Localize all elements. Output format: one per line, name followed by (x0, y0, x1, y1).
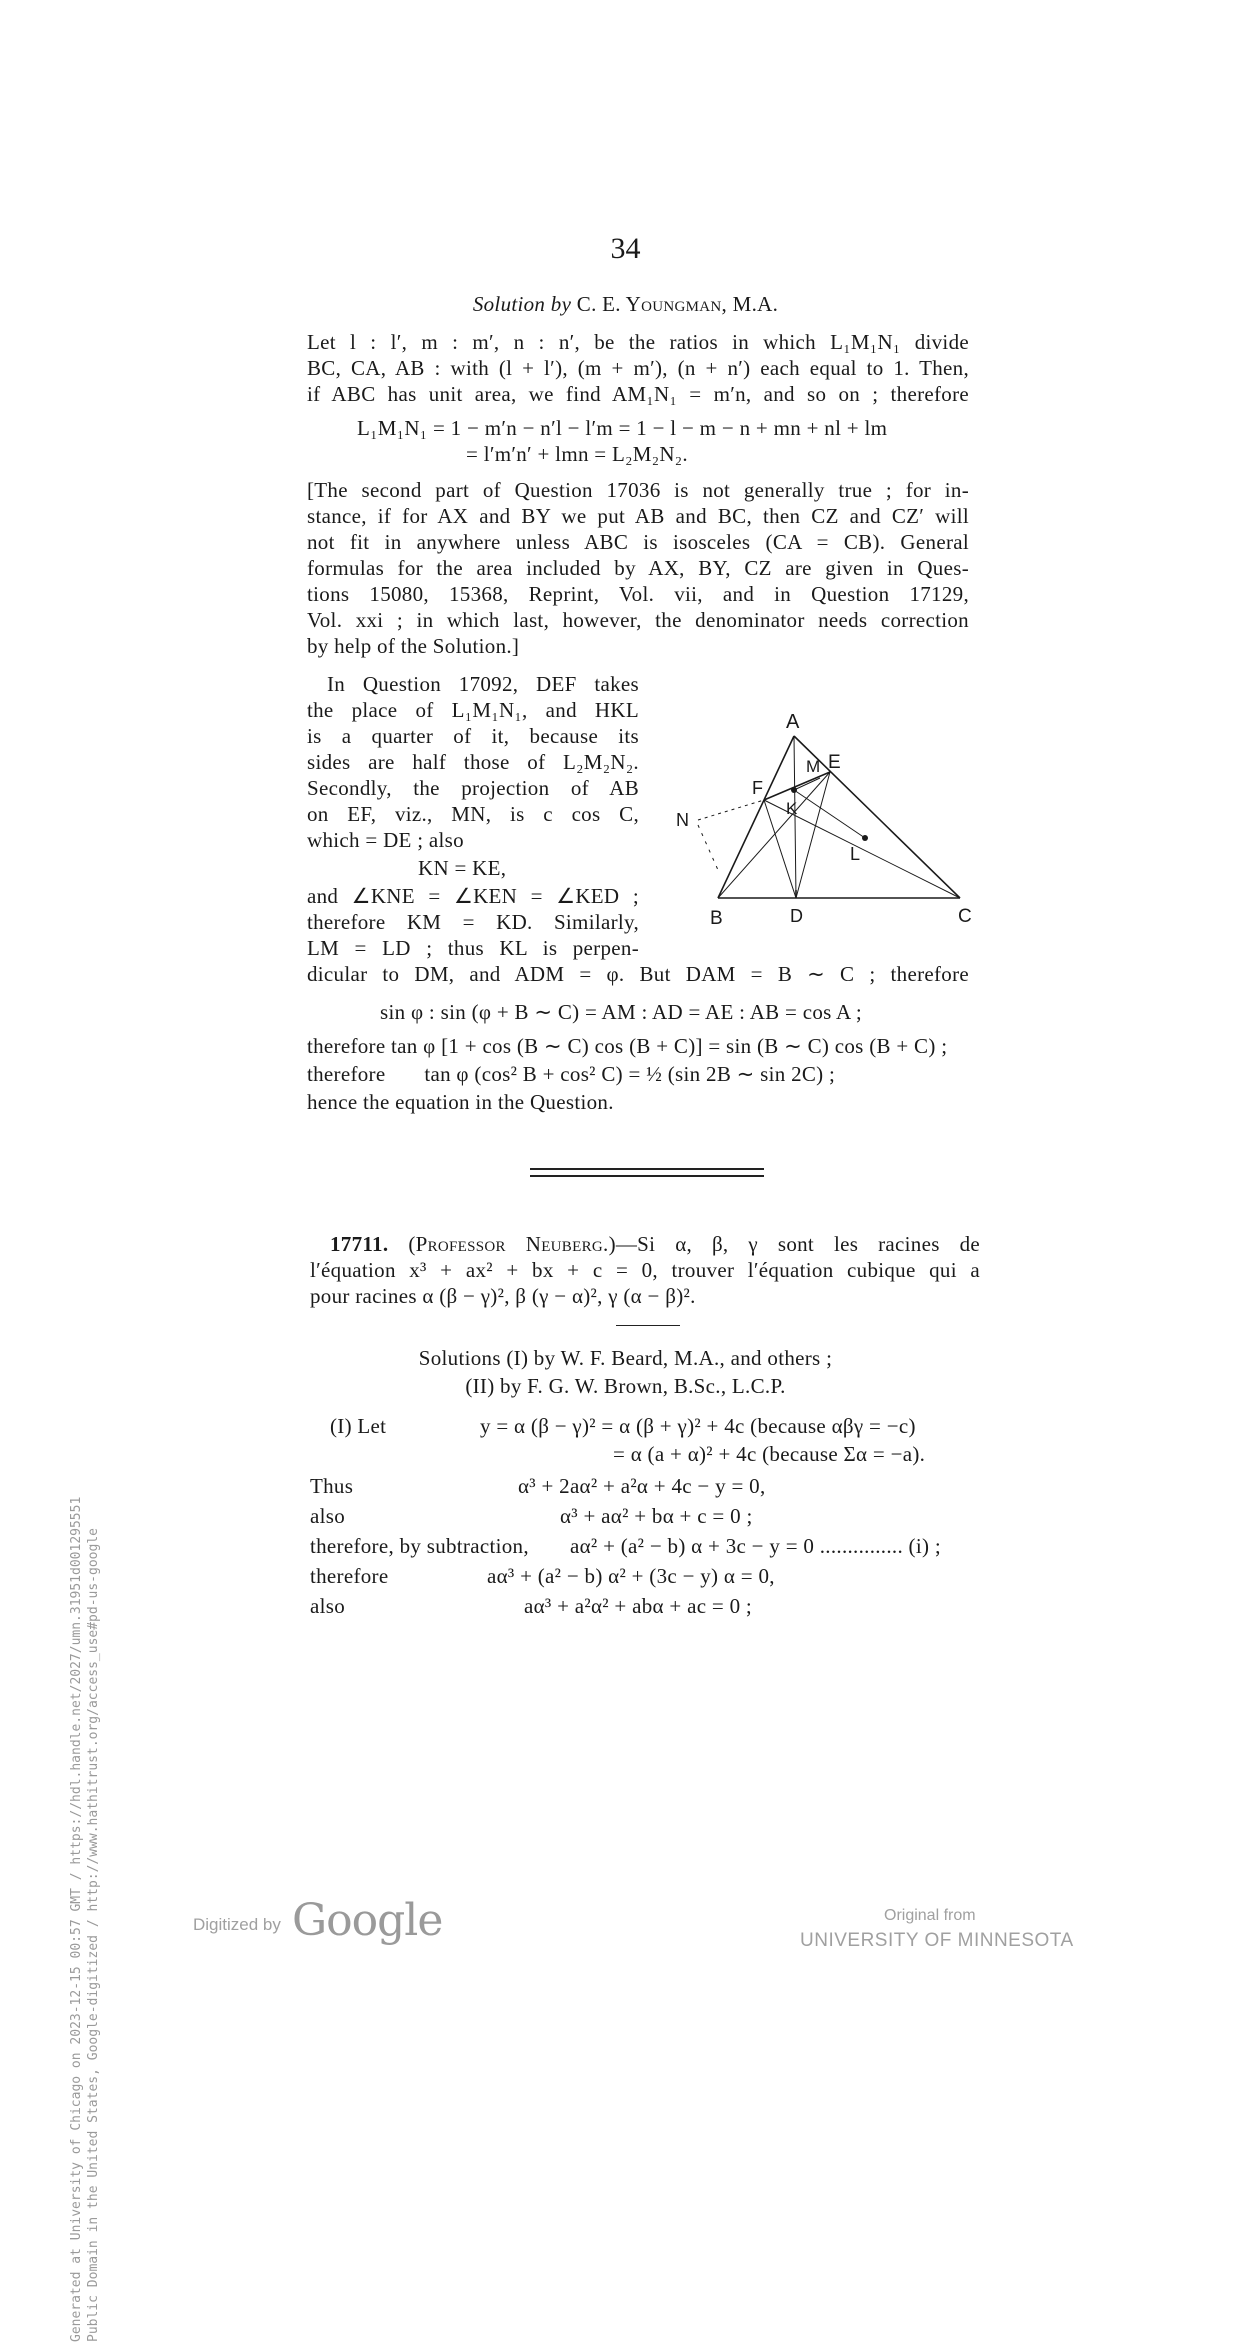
note-line: by help of the Solution.] (307, 634, 520, 658)
body-line: if ABC has unit area, we find AM₁N₁ = m′n, and so on ; therefore (307, 382, 969, 406)
label-m: M (806, 757, 821, 776)
para-line: and ∠KNE = ∠KEN = ∠KED ; (307, 884, 639, 908)
watermark-line: Generated at University of Chicago on 2023-12-15 00:57 GMT / https://hdl.handle.net/2027/umn.31951d001295551 (69, 1496, 84, 2342)
point-k (791, 787, 797, 793)
row-label: also (310, 1504, 346, 1528)
digitized-by-label: Digitized by (193, 1915, 281, 1934)
watermark-line: Public Domain in the United States, Google-digitized / http://www.hathitrust.org/access_use#pd-us-google (86, 1528, 101, 2342)
label-b: B (710, 908, 723, 929)
body-line: BC, CA, AB : with (l + l′), (m + m′), (n + n′) each equal to 1. Then, (307, 356, 969, 380)
question-line (330, 1232, 980, 1257)
para-line: sides are half those of L₂M₂N₂. (307, 750, 639, 774)
triangle-figure (660, 700, 980, 930)
label-e: E (828, 752, 841, 773)
para-line: therefore KM = KD. Similarly, (307, 910, 639, 934)
line-fe (764, 772, 830, 800)
row-expr: y = α (β − γ)² = α (β + γ)² + 4c (because αβγ = −c) (480, 1414, 916, 1438)
line-nf (698, 800, 764, 820)
row-label: (I) Let (330, 1414, 387, 1438)
row-label: therefore, by subtraction, (310, 1534, 529, 1558)
body-line: therefore tan φ (cos² B + cos² C) = ½ (sin 2B ∼ sin 2C) ; (307, 1062, 836, 1086)
para-line: LM = LD ; thus KL is perpen- (307, 936, 639, 960)
row-expr: aα² + (a² − b) α + 3c − y = 0 ............... (i) ; (570, 1534, 941, 1558)
body-line: dicular to DM, and ADM = φ. But DAM = B ∼ C ; therefore (307, 962, 969, 986)
short-rule (616, 1325, 680, 1326)
label-d: D (790, 906, 803, 926)
label-c: C (958, 906, 972, 927)
question-text: —Si α, β, γ sont les racines de (615, 1232, 980, 1256)
line-kl (794, 790, 865, 838)
kn-equation: KN = KE, (418, 856, 507, 880)
note-line: Vol. xxi ; in which last, however, the denominator needs correction (307, 608, 969, 632)
side-watermark (68, 492, 102, 2342)
label-k: K (786, 799, 798, 818)
google-logo: Google (292, 1895, 443, 1946)
solution-heading (0, 292, 1251, 317)
side-ab (718, 736, 794, 898)
equation-line: = l′m′n′ + lmn = L₂M₂N₂. (466, 442, 688, 466)
page-number: 34 (610, 232, 641, 265)
row-expr: aα³ + (a² − b) α² + (3c − y) α = 0, (487, 1564, 775, 1588)
para-line: which = DE ; also (307, 828, 464, 852)
original-from-label: Original from (884, 1907, 976, 1924)
row-expr: aα³ + a²α² + abα + ac = 0 ; (524, 1594, 753, 1618)
note-line: stance, if for AX and BY we put AB and BC, then CZ and CZ′ will (307, 504, 969, 528)
para-line: the place of L₁M₁N₁, and HKL (307, 698, 639, 722)
body-line: hence the equation in the Question. (307, 1090, 614, 1114)
label-a: A (786, 711, 800, 733)
body-line: therefore tan φ [1 + cos (B ∼ C) cos (B + C)] = sin (B ∼ C) cos (B + C) ; (307, 1034, 948, 1058)
solutions-heading: (II) by F. G. W. Brown, B.Sc., L.C.P. (465, 1374, 786, 1398)
question-line: l′équation x³ + ax² + bx + c = 0, trouver l′équation cubique qui a (310, 1258, 980, 1282)
row-expr: = α (a + α)² + 4c (because Σα = −a). (613, 1442, 926, 1466)
university-label: UNIVERSITY OF MINNESOTA (800, 1930, 1074, 1951)
question-line: pour racines α (β − γ)², β (γ − α)², γ (α − β)². (310, 1284, 696, 1308)
question-author: (Professor Neuberg.) (408, 1232, 616, 1256)
row-label: also (310, 1594, 346, 1618)
equation-line: sin φ : sin (φ + B ∼ C) = AM : AD = AE : AB = cos A ; (380, 1000, 863, 1024)
row-expr: α³ + 2aα² + a²α + 4c − y = 0, (518, 1474, 766, 1498)
body-line: Let l : l′, m : m′, n : n′, be the ratios in which L₁M₁N₁ divide (307, 330, 969, 354)
line-nb (698, 825, 718, 870)
para-line: is a quarter of it, because its (307, 724, 639, 748)
label-l: L (850, 844, 861, 864)
label-f: F (752, 778, 763, 798)
question-number: 17711. (330, 1232, 389, 1256)
row-expr: α³ + aα² + bα + c = 0 ; (560, 1504, 753, 1528)
note-line: formulas for the area included by AX, BY, CZ are given in Ques- (307, 556, 969, 580)
label-n: N (676, 810, 689, 830)
section-rule-bottom (530, 1175, 764, 1177)
para-line: In Question 17092, DEF takes (327, 672, 639, 696)
equation-line: L₁M₁N₁ = 1 − m′n − n′l − l′m = 1 − l − m − n + mn + nl + lm (357, 416, 888, 440)
row-label: therefore (310, 1564, 389, 1588)
note-line: not fit in anywhere unless ABC is isosceles (CA = CB). General (307, 530, 969, 554)
section-rule-top (530, 1168, 764, 1170)
note-line: [The second part of Question 17036 is not generally true ; for in- (307, 478, 969, 502)
solution-heading-prefix: Solution by (472, 292, 572, 316)
para-line: Secondly, the projection of AB (307, 776, 639, 800)
note-line: tions 15080, 15368, Reprint, Vol. vii, and in Question 17129, (307, 582, 969, 606)
solutions-heading: Solutions (I) by W. F. Beard, M.A., and others ; (418, 1346, 833, 1370)
solution-heading-author: C. E. Youngman, M.A. (576, 292, 779, 316)
point-l (862, 835, 868, 841)
row-label: Thus (310, 1474, 354, 1498)
para-line: on EF, viz., MN, is c cos C, (307, 802, 639, 826)
